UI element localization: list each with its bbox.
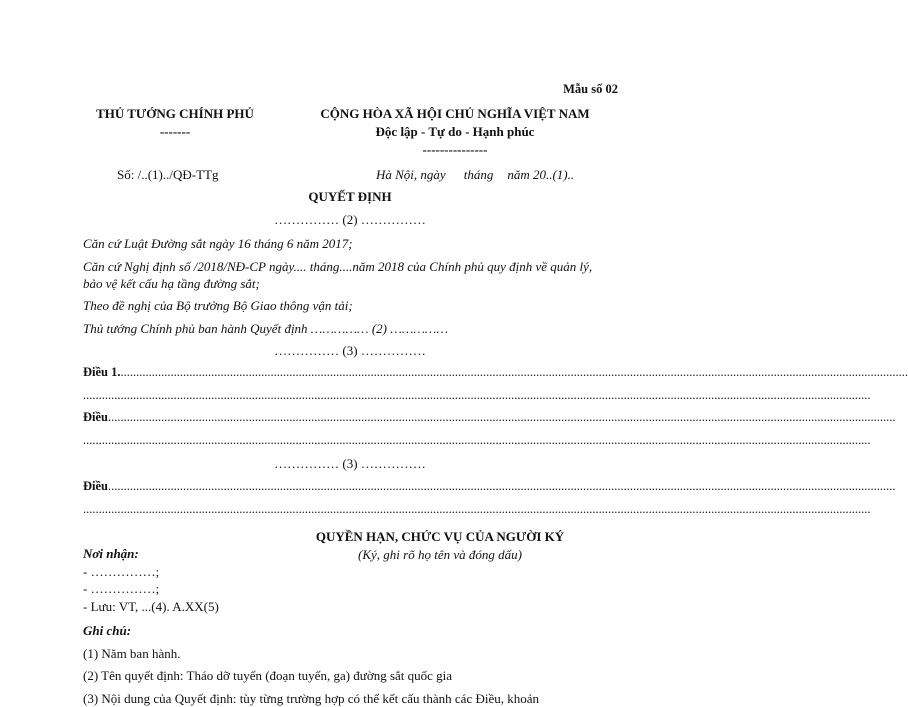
recipient-item: - ……………; <box>83 580 219 598</box>
legal-basis-item: Thủ tướng Chính phủ ban hành Quyết định …………… (2) …………… <box>83 320 448 337</box>
form-number: Mẫu số 02 <box>540 82 618 97</box>
recipients-heading: Nơi nhận: <box>83 545 219 563</box>
agency-rule: ------- <box>80 123 270 141</box>
fill-dots: ............................................................................................................................................................................................................................................................ <box>121 365 908 380</box>
note-item: (3) Nội dung của Quyết định: tùy từng trường hợp có thể kết cấu thành các Điều, khoản <box>83 690 539 707</box>
section-marker: …………… (3) …………… <box>0 343 700 359</box>
note-item: (2) Tên quyết định: Tháo dỡ tuyến (đoạn tuyến, ga) đường sắt quốc gia <box>83 667 539 685</box>
fill-dots: ............................................................................................................................................................................................................................................................ <box>83 388 573 403</box>
fill-dots: ............................................................................................................................................................................................................................................................ <box>83 433 573 448</box>
note-item: (1) Năm ban hành. <box>83 645 539 663</box>
signer-title: QUYỀN HẠN, CHỨC VỤ CỦA NGƯỜI KÝ <box>300 528 580 546</box>
section-marker: …………… (3) …………… <box>0 456 700 472</box>
place-day: Hà Nội, ngày <box>376 167 446 183</box>
article-line <box>83 479 573 494</box>
recipient-item: - Lưu: VT, ...(4). A.XX(5) <box>83 598 219 616</box>
date-year: năm 20..(1).. <box>507 167 574 183</box>
national-motto: Độc lập - Tự do - Hạnh phúc <box>270 123 640 141</box>
signer-instruction: (Ký, ghi rõ họ tên và đóng dấu) <box>300 546 580 564</box>
recipient-item: - ……………; <box>83 563 219 581</box>
legal-basis-item: Theo đề nghị của Bộ trưởng Bộ Giao thông vận tải; <box>83 297 353 314</box>
article-label: Điều <box>83 479 108 494</box>
legal-basis-item: Căn cứ Luật Đường sắt ngày 16 tháng 6 năm 2017; <box>83 235 353 252</box>
document-subject: …………… (2) …………… <box>0 212 700 228</box>
date-month: tháng <box>464 167 494 183</box>
nation-name: CỘNG HÒA XÃ HỘI CHỦ NGHĨA VIỆT NAM <box>270 105 640 123</box>
issuing-agency: THỦ TƯỚNG CHÍNH PHỦ <box>80 105 270 123</box>
national-heading-block <box>270 105 640 159</box>
article-label: Điều 1. <box>83 365 121 380</box>
issuing-agency-block <box>80 105 270 141</box>
document-number: Số: /..(1)../QĐ-TTg <box>117 167 218 183</box>
article-label: Điều <box>83 410 108 425</box>
article-line <box>83 410 573 425</box>
notes-heading: Ghi chú: <box>83 622 539 640</box>
place-and-date <box>376 167 574 183</box>
motto-rule: --------------- <box>270 141 640 159</box>
legal-basis-item: Căn cứ Nghị định số /2018/NĐ-CP ngày.... tháng....năm 2018 của Chính phủ quy định về quản lý, bảo vệ kết cấu hạ tầng đường sắt; <box>83 258 613 292</box>
article-line <box>83 365 573 380</box>
fill-dots: ............................................................................................................................................................................................................................................................ <box>83 502 573 517</box>
signer-block <box>300 528 580 564</box>
notes-block <box>83 622 539 707</box>
recipients-block <box>83 545 219 615</box>
fill-dots: ............................................................................................................................................................................................................................................................ <box>108 479 896 494</box>
document-title: QUYẾT ĐỊNH <box>0 189 700 205</box>
fill-dots: ............................................................................................................................................................................................................................................................ <box>108 410 896 425</box>
